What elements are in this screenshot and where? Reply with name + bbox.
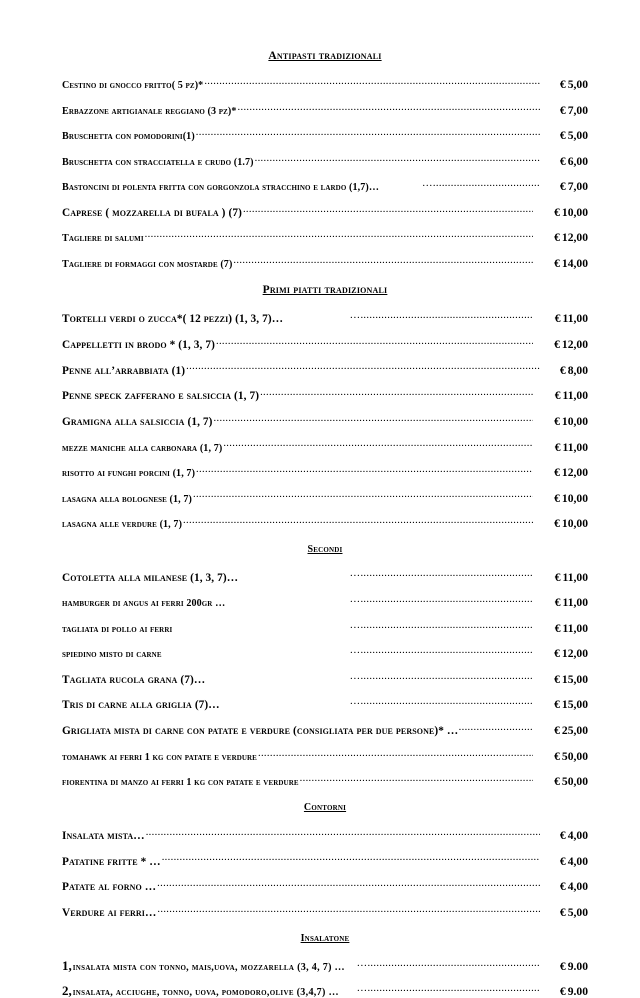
menu-item-name: fiorentina di manzo ai ferri 1 kg con patate e verdure bbox=[62, 777, 299, 789]
menu-item-list bbox=[62, 72, 588, 270]
menu-item bbox=[62, 460, 588, 479]
dot-leader bbox=[157, 874, 540, 890]
menu-item bbox=[62, 590, 588, 609]
price-value: 12,00 bbox=[561, 337, 588, 351]
menu-item-name: Cestino di gnocco fritto( 5 pz)* bbox=[62, 80, 204, 92]
menu-item-price bbox=[534, 751, 588, 763]
menu-item bbox=[62, 72, 588, 91]
price-value: 10,00 bbox=[561, 414, 588, 428]
menu-item-price bbox=[534, 258, 588, 270]
menu-item-price bbox=[534, 390, 588, 402]
price-value: 15,00 bbox=[561, 672, 588, 686]
menu-item-price bbox=[534, 725, 588, 737]
currency-symbol: € bbox=[559, 363, 566, 377]
dot-leader bbox=[196, 123, 540, 139]
menu-item-name: insalata mista con tonno, mais,uova, mozzarella (3, 4, 7) … bbox=[72, 961, 345, 973]
price-value: 15,00 bbox=[561, 698, 588, 712]
price-value: 50,00 bbox=[561, 749, 588, 763]
menu-item-price bbox=[534, 518, 588, 530]
currency-symbol: € bbox=[554, 205, 560, 219]
price-value: 6,00 bbox=[567, 154, 588, 168]
dot-leader bbox=[233, 251, 533, 267]
menu-item bbox=[62, 744, 588, 763]
currency-symbol: € bbox=[559, 180, 566, 194]
menu-item bbox=[62, 718, 588, 737]
price-value: 5,00 bbox=[567, 78, 588, 92]
price-value: 7,00 bbox=[567, 180, 588, 194]
menu-item-name: Tagliata rucola grana (7)… bbox=[62, 673, 206, 686]
dot-leader bbox=[173, 616, 533, 632]
menu-item-name: Tris di carne alla griglia (7)… bbox=[62, 699, 220, 712]
price-value: 4,00 bbox=[567, 854, 588, 868]
currency-symbol: € bbox=[554, 440, 561, 454]
currency-symbol: € bbox=[559, 959, 566, 973]
section-heading-text: Contorni bbox=[303, 802, 347, 814]
menu-item-name: risotto ai funghi porcini (1, 7) bbox=[62, 468, 196, 480]
dot-leader bbox=[196, 460, 533, 476]
menu-item-price bbox=[541, 79, 588, 91]
currency-symbol: € bbox=[559, 854, 566, 868]
dot-leader bbox=[346, 954, 540, 970]
price-value: 5,00 bbox=[567, 129, 588, 143]
currency-symbol: € bbox=[559, 828, 566, 842]
menu-section-secondi bbox=[62, 544, 588, 788]
price-value: 11,00 bbox=[562, 570, 588, 584]
currency-symbol: € bbox=[554, 389, 561, 403]
dot-leader bbox=[459, 718, 533, 734]
dot-leader bbox=[380, 174, 540, 190]
menu-sections bbox=[62, 50, 588, 998]
dot-leader bbox=[206, 667, 533, 683]
menu-item-price bbox=[534, 416, 588, 428]
menu-item-name: Erbazzone artigianale reggiano (3 pz)* bbox=[62, 105, 237, 117]
menu-item-price bbox=[541, 907, 588, 919]
menu-item-price bbox=[541, 105, 588, 117]
menu-item-price bbox=[534, 493, 588, 505]
menu-item-name: spiedino misto di carne bbox=[62, 649, 162, 661]
currency-symbol: € bbox=[554, 698, 560, 712]
dot-leader bbox=[255, 149, 540, 165]
menu-section-antipasti bbox=[62, 50, 588, 270]
menu-item-name: Cotoletta alla milanese (1, 3, 7)… bbox=[62, 571, 239, 584]
menu-item-price bbox=[534, 674, 588, 686]
price-value: 11,00 bbox=[562, 440, 588, 454]
menu-item bbox=[62, 823, 588, 842]
menu-item-price bbox=[541, 181, 588, 193]
menu-item-price bbox=[541, 856, 588, 868]
menu-item bbox=[62, 251, 588, 270]
dot-leader bbox=[183, 511, 533, 527]
menu-item-price bbox=[534, 699, 588, 711]
menu-item-price bbox=[541, 830, 588, 842]
dot-leader bbox=[238, 98, 541, 114]
price-value: 9.00 bbox=[567, 985, 588, 998]
menu-item-name: Tagliere di salumi bbox=[62, 233, 144, 245]
section-heading-text: Primi piatti tradizionali bbox=[262, 283, 388, 296]
menu-item-name: insalata, acciughe, tonno, uova, pomodoro,olive (3,4,7) … bbox=[72, 987, 339, 998]
menu-item-price bbox=[534, 597, 588, 609]
price-value: 7,00 bbox=[567, 103, 588, 117]
menu-item-price bbox=[534, 339, 588, 351]
menu-item-name: Insalata mista… bbox=[62, 829, 145, 842]
price-value: 10,00 bbox=[561, 491, 588, 505]
dot-leader bbox=[193, 486, 533, 502]
dot-leader bbox=[216, 332, 533, 348]
menu-item-name: Penne speck zafferano e salsiccia (1, 7) bbox=[62, 390, 260, 403]
section-heading-insalatone bbox=[62, 933, 588, 945]
menu-item bbox=[62, 692, 588, 711]
menu-item-number: 1, bbox=[62, 957, 72, 973]
menu-item-name: tomahawk ai ferri 1 kg con patate e verdure bbox=[62, 751, 257, 763]
menu-item-price bbox=[534, 623, 588, 635]
dot-leader bbox=[186, 358, 540, 374]
price-value: 50,00 bbox=[561, 775, 588, 789]
menu-item-name: Grigliata mista di carne con patate e verdure (consigliata per due persone)* … bbox=[62, 725, 459, 738]
price-value: 9.00 bbox=[567, 959, 588, 973]
currency-symbol: € bbox=[554, 466, 560, 480]
menu-item-name: Tortelli verdi o zucca*( 12 pezzi) (1, 3, 7)… bbox=[62, 313, 284, 326]
menu-section-contorni bbox=[62, 802, 588, 919]
menu-item bbox=[62, 358, 588, 377]
price-value: 4,00 bbox=[567, 880, 588, 894]
currency-symbol: € bbox=[559, 905, 566, 919]
dot-leader bbox=[260, 383, 533, 399]
menu-item bbox=[62, 200, 588, 219]
menu-item bbox=[62, 486, 588, 505]
price-value: 10,00 bbox=[561, 517, 588, 531]
menu-item-price bbox=[534, 467, 588, 479]
currency-symbol: € bbox=[554, 570, 561, 584]
menu-item-price bbox=[541, 130, 588, 142]
price-value: 4,00 bbox=[567, 828, 588, 842]
menu-item-name: Caprese ( mozzarella di bufala ) (7) bbox=[62, 206, 242, 219]
menu-section-insalatone bbox=[62, 933, 588, 998]
dot-leader bbox=[145, 225, 533, 241]
menu-item bbox=[62, 332, 588, 351]
menu-item-name: mezze maniche alla carbonara (1, 7) bbox=[62, 442, 223, 454]
menu-item-name: Bruschetta con stracciatella e crudo (1.7) bbox=[62, 156, 254, 168]
menu-section-primi bbox=[62, 284, 588, 530]
menu-item-price bbox=[534, 313, 588, 325]
menu-item bbox=[62, 409, 588, 428]
menu-item bbox=[62, 616, 588, 635]
menu-item-name: Bastoncini di polenta fritta con gorgonzola stracchino e lardo (1,7)… bbox=[62, 182, 380, 194]
currency-symbol: € bbox=[554, 231, 560, 245]
currency-symbol: € bbox=[554, 775, 560, 789]
menu-item-name: hamburger di angus ai ferri 200gr … bbox=[62, 598, 226, 610]
menu-item bbox=[62, 979, 588, 998]
menu-item bbox=[62, 306, 588, 325]
menu-item bbox=[62, 641, 588, 660]
menu-item-name: Penne all’arrabbiata (1) bbox=[62, 364, 186, 377]
currency-symbol: € bbox=[554, 749, 560, 763]
menu-item bbox=[62, 435, 588, 454]
menu-item-name: Bruschetta con pomodorini(1) bbox=[62, 131, 195, 143]
menu-item bbox=[62, 123, 588, 142]
menu-item bbox=[62, 383, 588, 402]
menu-item-number: 2, bbox=[62, 983, 72, 998]
menu-item-name: Cappelletti in brodo * (1, 3, 7) bbox=[62, 338, 215, 351]
menu-item-list bbox=[62, 823, 588, 919]
price-value: 5,00 bbox=[567, 905, 588, 919]
menu-item-price bbox=[534, 442, 588, 454]
dot-leader bbox=[162, 849, 540, 865]
dot-leader bbox=[221, 692, 533, 708]
dot-leader bbox=[214, 409, 533, 425]
price-value: 25,00 bbox=[561, 724, 588, 738]
price-value: 11,00 bbox=[562, 312, 588, 326]
menu-item-list bbox=[62, 565, 588, 789]
price-value: 10,00 bbox=[561, 205, 588, 219]
section-heading-text: Antipasti tradizionali bbox=[268, 50, 382, 62]
dot-leader bbox=[340, 979, 540, 995]
section-heading-contorni bbox=[62, 802, 588, 814]
dot-leader bbox=[243, 200, 533, 216]
menu-item-price bbox=[541, 365, 588, 377]
menu-item-name: tagliata di pollo ai ferri bbox=[62, 623, 173, 635]
currency-symbol: € bbox=[554, 647, 560, 661]
dot-leader bbox=[239, 565, 533, 581]
menu-item-list bbox=[62, 954, 588, 998]
price-value: 12,00 bbox=[561, 231, 588, 245]
menu-item bbox=[62, 511, 588, 530]
currency-symbol: € bbox=[554, 596, 561, 610]
menu-item-name: Gramigna alla salsiccia (1, 7) bbox=[62, 415, 213, 428]
menu-item bbox=[62, 954, 588, 973]
section-heading-antipasti bbox=[62, 50, 588, 63]
dot-leader bbox=[258, 744, 533, 760]
menu-item-price bbox=[541, 986, 588, 998]
currency-symbol: € bbox=[554, 414, 560, 428]
menu-item-name: lasagna alla bolognese (1, 7) bbox=[62, 493, 192, 505]
price-value: 8,00 bbox=[567, 363, 588, 377]
menu-item-price bbox=[534, 207, 588, 219]
menu-item bbox=[62, 667, 588, 686]
currency-symbol: € bbox=[559, 880, 566, 894]
price-value: 14,00 bbox=[561, 256, 588, 270]
menu-item bbox=[62, 174, 588, 193]
currency-symbol: € bbox=[559, 103, 566, 117]
dot-leader bbox=[157, 900, 540, 916]
menu-item-price bbox=[541, 881, 588, 893]
dot-leader bbox=[223, 435, 533, 451]
menu-item-price bbox=[534, 232, 588, 244]
currency-symbol: € bbox=[554, 256, 560, 270]
section-heading-primi bbox=[62, 284, 588, 297]
dot-leader bbox=[146, 823, 540, 839]
currency-symbol: € bbox=[554, 517, 560, 531]
currency-symbol: € bbox=[554, 672, 560, 686]
menu-item-price bbox=[534, 776, 588, 788]
currency-symbol: € bbox=[554, 312, 561, 326]
dot-leader bbox=[284, 306, 533, 322]
price-value: 12,00 bbox=[561, 466, 588, 480]
menu-item-name: Patatine fritte * … bbox=[62, 855, 161, 868]
currency-symbol: € bbox=[554, 621, 561, 635]
price-value: 11,00 bbox=[562, 596, 588, 610]
currency-symbol: € bbox=[554, 491, 560, 505]
menu-item-price bbox=[534, 648, 588, 660]
menu-item bbox=[62, 565, 588, 584]
section-heading-text: Insalatone bbox=[300, 933, 350, 945]
menu-item bbox=[62, 225, 588, 244]
menu-item-name: lasagna alle verdure (1, 7) bbox=[62, 519, 183, 531]
currency-symbol: € bbox=[559, 78, 566, 92]
menu-item-price bbox=[534, 572, 588, 584]
currency-symbol: € bbox=[554, 337, 560, 351]
price-value: 11,00 bbox=[562, 389, 588, 403]
menu-item-name: Verdure ai ferri… bbox=[62, 906, 157, 919]
section-heading-text: Secondi bbox=[307, 544, 343, 556]
dot-leader bbox=[163, 641, 533, 657]
menu-item-price bbox=[541, 156, 588, 168]
price-value: 11,00 bbox=[562, 621, 588, 635]
menu-item bbox=[62, 98, 588, 117]
menu-item-list bbox=[62, 306, 588, 530]
menu-item-name: Tagliere di formaggi con mostarde (7) bbox=[62, 258, 233, 270]
currency-symbol: € bbox=[554, 724, 560, 738]
menu-item bbox=[62, 900, 588, 919]
menu-item-name: Patate al forno … bbox=[62, 881, 157, 894]
menu-item bbox=[62, 769, 588, 788]
menu-item bbox=[62, 149, 588, 168]
price-value: 12,00 bbox=[561, 647, 588, 661]
menu-item bbox=[62, 849, 588, 868]
menu-item-price bbox=[541, 961, 588, 973]
dot-leader bbox=[300, 769, 533, 785]
currency-symbol: € bbox=[559, 129, 566, 143]
section-heading-secondi bbox=[62, 544, 588, 556]
dot-leader bbox=[204, 72, 540, 88]
menu-item bbox=[62, 874, 588, 893]
currency-symbol: € bbox=[559, 985, 566, 998]
currency-symbol: € bbox=[559, 154, 566, 168]
dot-leader bbox=[226, 590, 533, 606]
